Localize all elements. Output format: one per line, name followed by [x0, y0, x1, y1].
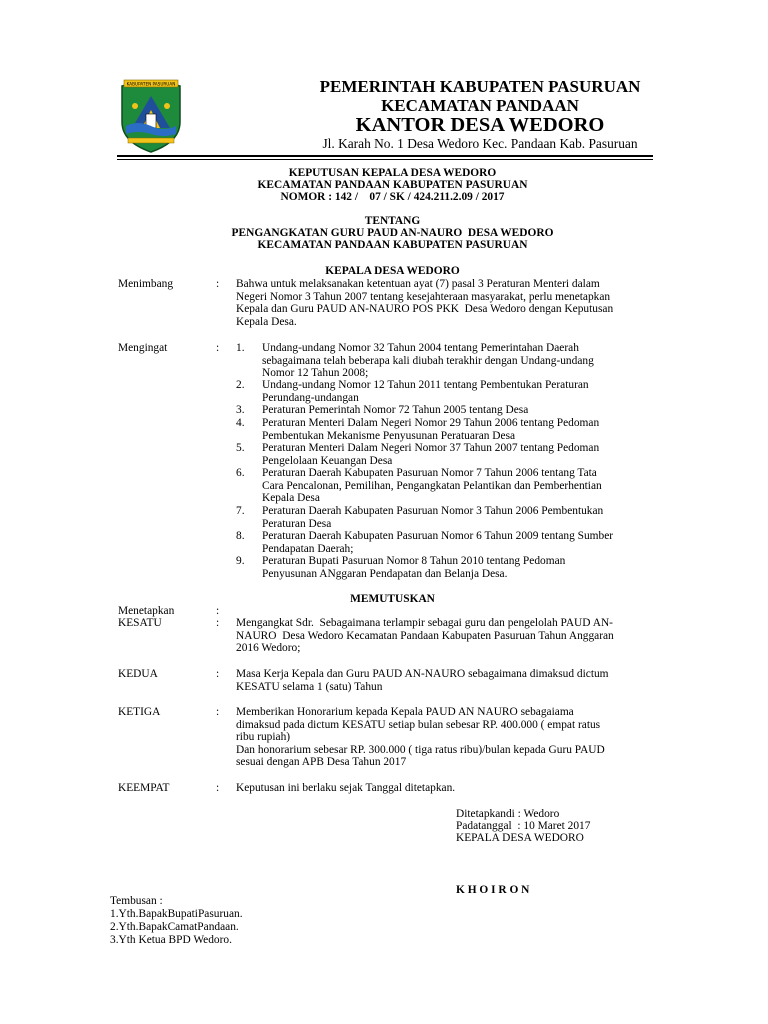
mengingat-line: Pengelolaan Keuangan Desa	[262, 454, 393, 467]
mengingat-line: Cara Pencalonan, Pemilihan, Pengangkatan Pelantikan dan Pemberhentian	[262, 479, 602, 492]
decree-official: KEPALA DESA WEDORO	[325, 265, 460, 277]
kabupaten-pasuruan-emblem-icon	[118, 76, 184, 154]
menetapkan-label: Menetapkan	[118, 605, 175, 617]
mengingat-colon: :	[216, 342, 220, 354]
decree-subject-district: KECAMATAN PANDAAN KABUPATEN PASURUAN	[257, 239, 528, 251]
tembusan-item: 3.Yth Ketua BPD Wedoro.	[110, 934, 232, 946]
mengingat-line: Peraturan Daerah Kabupaten Pasuruan Nomor 6 Tahun 2009 tentang Sumber	[262, 530, 614, 542]
kesatu-line: NAURO Desa Wedoro Kecamatan Pandaan Kabupaten Pasuruan Tahun Anggaran	[236, 629, 614, 642]
mengingat-item-number: 1.	[236, 342, 245, 354]
mengingat-item-5	[262, 442, 669, 467]
kesatu-colon: :	[216, 617, 220, 629]
letterhead-government: PEMERINTAH KABUPATEN PASURUAN	[319, 77, 641, 96]
kedua-label: KEDUA	[118, 668, 158, 680]
mengingat-label: Mengingat	[118, 342, 168, 354]
logo-text: KABUPATEN PASURUAN	[126, 81, 176, 87]
memutuskan-heading: MEMUTUSKAN	[350, 593, 435, 605]
mengingat-item-3	[262, 404, 669, 417]
ketiga-label: KETIGA	[118, 706, 161, 718]
signature-title: KEPALA DESA WEDORO	[456, 832, 584, 844]
mengingat-line: Peraturan Bupati Pasuruan Nomor 8 Tahun 2010 tentang Pedoman	[262, 555, 566, 567]
kesatu-text	[236, 617, 670, 655]
letterhead-thick-rule	[117, 155, 653, 157]
mengingat-item-2	[262, 379, 669, 404]
kesatu-line: 2016 Wedoro;	[236, 642, 301, 655]
mengingat-item-number: 6.	[236, 467, 245, 479]
mengingat-line: Peraturan Menteri Dalam Negeri Nomor 37 Tahun 2007 tentang Pedoman	[262, 442, 600, 454]
decree-about: TENTANG	[364, 215, 421, 227]
mengingat-line: Peraturan Pemerintah Nomor 72 Tahun 2005 tentang Desa	[262, 404, 529, 416]
mengingat-item-4	[262, 417, 669, 442]
signature-place: Ditetapkandi : Wedoro	[456, 808, 560, 820]
mengingat-item-1	[262, 342, 669, 380]
menetapkan-colon: :	[216, 605, 220, 617]
mengingat-line: Undang-undang Nomor 32 Tahun 2004 tentang Pemerintahan Daerah	[262, 342, 579, 354]
letterhead-address: Jl. Karah No. 1 Desa Wedoro Kec. Pandaan Kab. Pasuruan	[322, 136, 638, 151]
mengingat-line: Perundang-undangan	[262, 391, 359, 404]
mengingat-item-number: 2.	[236, 379, 245, 391]
decree-subject: PENGANGKATAN GURU PAUD AN-NAURO DESA WEDORO	[231, 227, 554, 239]
ketiga-line: Memberikan Honorarium kepada Kepala PAUD AN NAURO sebagaiama	[236, 706, 574, 718]
mengingat-item-number: 7.	[236, 505, 245, 517]
mengingat-line: Pembentukan Mekanisme Penyusunan Peratuaran Desa	[262, 429, 516, 442]
menimbang-text	[236, 278, 670, 328]
mengingat-item-number: 3.	[236, 404, 245, 416]
ketiga-line: Dan honorarium sebesar RP. 300.000 ( tiga ratus ribu)/bulan kepada Guru PAUD	[236, 743, 605, 756]
menimbang-line: Bahwa untuk melaksanakan ketentuan ayat (7) pasal 3 Peraturan Menteri dalam	[236, 278, 600, 290]
letterhead-office: KANTOR DESA WEDORO	[355, 114, 605, 136]
kesatu-label: KESATU	[118, 617, 162, 629]
keempat-text: Keputusan ini berlaku sejak Tanggal ditetapkan.	[236, 782, 456, 794]
kedua-line: Masa Kerja Kepala dan Guru PAUD AN-NAURO sebagaimana dimaksud dictum	[236, 668, 609, 680]
mengingat-line: Kepala Desa	[262, 492, 320, 505]
mengingat-item-8	[262, 530, 669, 555]
mengingat-line: Penyusunan ANggaran Pendapatan dan Belanja Desa.	[262, 567, 508, 580]
mengingat-item-7	[262, 505, 669, 530]
tembusan-item: 2.Yth.BapakCamatPandaan.	[110, 921, 239, 933]
mengingat-item-number: 4.	[236, 417, 245, 429]
mengingat-item-9	[262, 555, 669, 580]
mengingat-line: Nomor 12 Tahun 2008;	[262, 367, 369, 380]
ketiga-text	[236, 706, 670, 769]
mengingat-item-number: 9.	[236, 555, 245, 567]
mengingat-line: Peraturan Daerah Kabupaten Pasuruan Nomor 3 Tahun 2006 Pembentukan	[262, 505, 604, 517]
mengingat-line: Peraturan Daerah Kabupaten Pasuruan Nomor 7 Tahun 2006 tentang Tata	[262, 467, 597, 479]
mengingat-item-number: 8.	[236, 530, 245, 542]
ketiga-line: ribu rupiah)	[236, 731, 291, 744]
tembusan-title: Tembusan :	[110, 895, 163, 907]
letterhead-district: KECAMATAN PANDAAN	[381, 96, 579, 115]
ketiga-colon: :	[216, 706, 220, 718]
decree-title: KEPUTUSAN KEPALA DESA WEDORO	[288, 167, 497, 179]
menimbang-line: Negeri Nomor 3 Tahun 2007 tentang kesejahteraan masyarakat, perlu menetapkan	[236, 290, 611, 303]
mengingat-line: Peraturan Desa	[262, 517, 332, 530]
kesatu-line: Mengangkat Sdr. Sebagaimana terlampir sebagai guru dan pengelolah PAUD AN-	[236, 617, 613, 629]
menimbang-line: Kepala Desa.	[236, 315, 297, 328]
mengingat-item-6	[262, 467, 669, 505]
tembusan-item: 1.Yth.BapakBupatiPasuruan.	[110, 908, 243, 920]
menimbang-label: Menimbang	[118, 278, 174, 290]
mengingat-line: Peraturan Menteri Dalam Negeri Nomor 29 Tahun 2006 tentang Pedoman	[262, 417, 600, 429]
signature-name: K H O I R O N	[456, 884, 530, 896]
kedua-colon: :	[216, 668, 220, 680]
kedua-text	[236, 668, 670, 693]
keempat-label: KEEMPAT	[118, 782, 170, 794]
signature-date: Padatanggal : 10 Maret 2017	[456, 820, 591, 832]
ketiga-line: dimaksud pada dictum KESATU setiap bulan sebesar RP. 400.000 ( empat ratus	[236, 718, 601, 731]
ketiga-line: sesuai dengan APB Desa Tahun 2017	[236, 756, 407, 769]
mengingat-line: Undang-undang Nomor 12 Tahun 2011 tentang Pembentukan Peraturan	[262, 379, 589, 391]
menimbang-colon: :	[216, 278, 220, 290]
keempat-colon: :	[216, 782, 220, 794]
letterhead-thin-rule	[117, 159, 653, 160]
decree-title-district: KECAMATAN PANDAAN KABUPATEN PASURUAN	[257, 179, 528, 191]
decree-number: NOMOR : 142 / 07 / SK / 424.211.2.09 / 2017	[280, 191, 505, 203]
mengingat-item-number: 5.	[236, 442, 245, 454]
kedua-line: KESATU selama 1 (satu) Tahun	[236, 680, 383, 693]
menimbang-line: Kepala dan Guru PAUD AN-NAURO POS PKK Desa Wedoro dengan Keputusan	[236, 303, 614, 316]
mengingat-line: Pendapatan Daerah;	[262, 542, 354, 555]
mengingat-line: sebagaimana telah beberapa kali diubah terakhir dengan Undang-undang	[262, 354, 594, 367]
